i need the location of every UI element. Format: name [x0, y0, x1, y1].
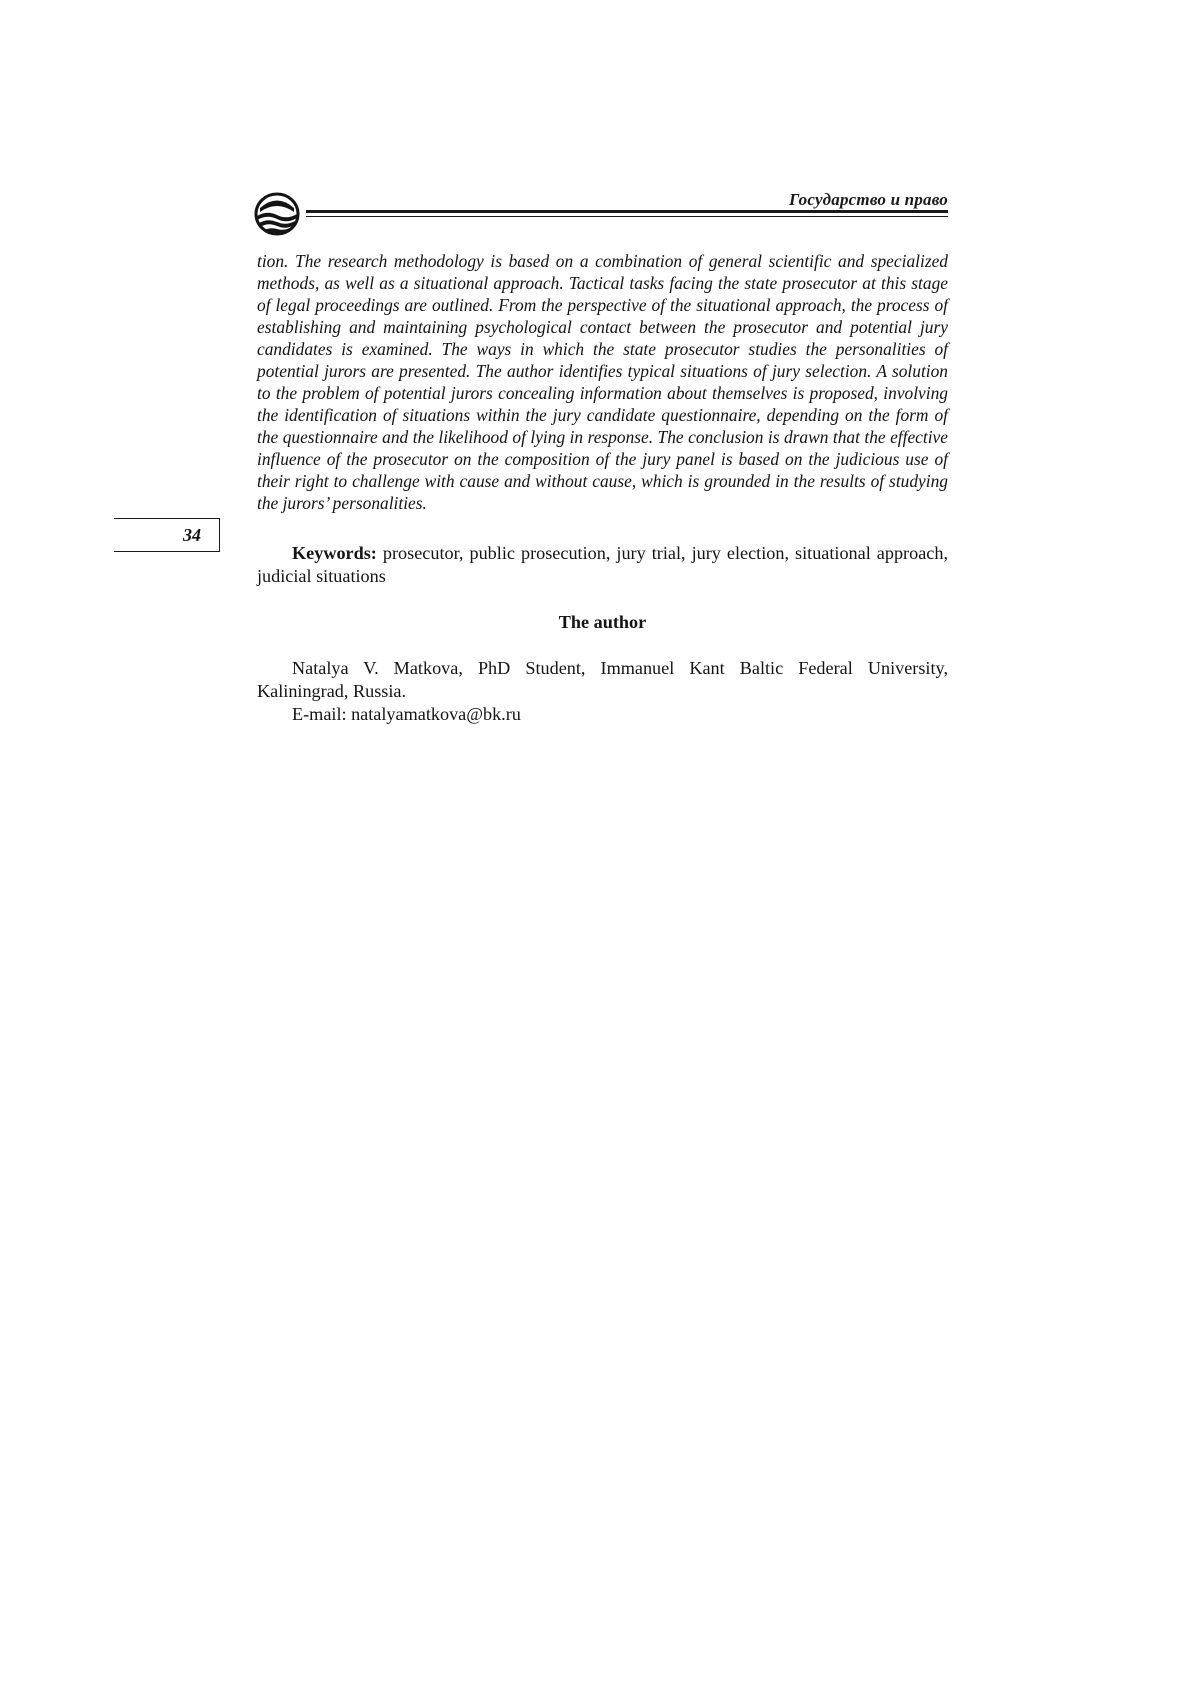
- author-email: E-mail: natalyamatkova@bk.ru: [292, 704, 521, 724]
- header-rule-thin: [306, 216, 948, 217]
- keywords-paragraph: [257, 542, 948, 588]
- author-affiliation: Natalya V. Matkova, PhD Student, Immanuel Kant Baltic Federal University, Kaliningrad, Russia.: [257, 658, 948, 701]
- journal-logo-icon: [254, 191, 300, 237]
- page-number-box: [114, 518, 220, 552]
- page-number: 34: [183, 525, 201, 545]
- keywords-label: Keywords:: [292, 543, 377, 563]
- keywords-text: prosecutor, public prosecution, jury trial, jury election, situational approach, judicial situations: [257, 543, 948, 586]
- journal-running-title: Государство и право: [789, 190, 948, 209]
- page-content: [257, 250, 948, 726]
- header-rule-thick: [306, 210, 948, 213]
- abstract-text: tion. The research methodology is based on a combination of general scientific and specialized methods, as well as a situational approach. Tactical tasks facing the state prosecutor at this stage of legal proceedings are outlined. From the perspective of the situational approach, the process of establishing and maintaining psychological contact between the prosecutor and potential jury candidates is examined. The ways in which the state prosecutor studies the personalities of potential jurors are presented. The author identifies typical situations of jury selection. A solution to the problem of potential jurors concealing information about themselves is proposed, involving the identification of situations within the jury candidate questionnaire, depending on the form of the questionnaire and the likelihood of lying in response. The conclusion is drawn that the effective influence of the prosecutor on the composition of the jury panel is based on the judicious use of their right to challenge with cause and without cause, which is grounded in the results of studying the jurors’ personalities.: [257, 251, 948, 513]
- author-heading: The author: [558, 612, 647, 632]
